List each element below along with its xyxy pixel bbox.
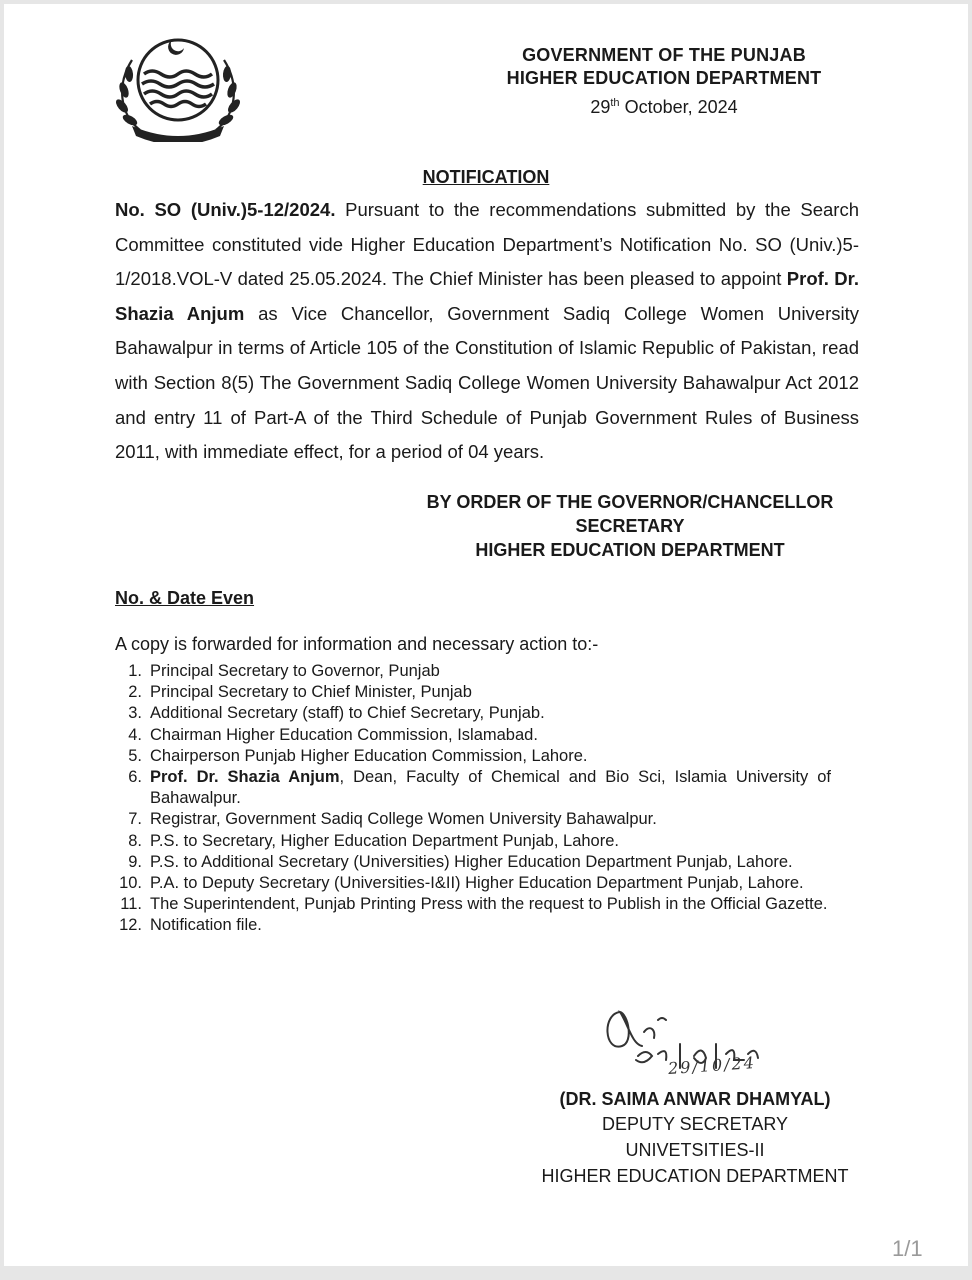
distribution-item-number: 8. xyxy=(128,831,142,850)
distribution-item-text: P.A. to Deputy Secretary (Universities-I&II) Higher Education Department Punjab, Lahore. xyxy=(150,874,804,893)
signatory-department: HIGHER EDUCATION DEPARTMENT xyxy=(541,1166,849,1186)
distribution-item-number: 4. xyxy=(128,725,142,744)
distribution-item xyxy=(93,746,831,767)
government-title: GOVERNMENT OF THE PUNJAB xyxy=(522,45,806,65)
signatory-name: (DR. SAIMA ANWAR DHAMYAL) xyxy=(559,1089,831,1109)
signature-date: 29/10/24 xyxy=(667,1052,757,1079)
distribution-item-text: Registrar, Government Sadiq College Women University Bahawalpur. xyxy=(150,810,657,829)
distribution-item xyxy=(93,809,831,830)
distribution-item-text: Principal Secretary to Governor, Punjab xyxy=(150,662,440,680)
notification-title: NOTIFICATION xyxy=(422,167,550,187)
distribution-item xyxy=(93,703,831,724)
distribution-item-text: P.S. to Additional Secretary (Universities) Higher Education Department Punjab, Lahore. xyxy=(150,852,793,871)
distribution-item xyxy=(93,894,831,915)
letter-date: 29th October, 2024 xyxy=(590,97,738,117)
order-line: BY ORDER OF THE GOVERNOR/CHANCELLOR xyxy=(426,492,834,512)
signatory-block xyxy=(520,1087,870,1189)
distribution-item xyxy=(93,725,831,746)
distribution-item-text: Chairperson Punjab Higher Education Commission, Lahore. xyxy=(150,746,588,765)
order-block xyxy=(400,490,860,562)
distribution-item xyxy=(93,661,831,682)
distribution-item-number: 5. xyxy=(128,746,142,765)
distribution-item-number: 10. xyxy=(119,874,142,893)
punjab-government-logo xyxy=(110,30,246,142)
distribution-item xyxy=(93,767,831,809)
distribution-item-number: 6. xyxy=(128,768,142,787)
document-page xyxy=(4,4,968,1266)
distribution-list xyxy=(93,661,831,937)
notification-body: No. SO (Univ.)5-12/2024. Pursuant to the recommendations submitted by the Search Committee constituted vide Higher Education Department’s Notification No. SO (Univ.)5-1/2018.VOL-V dated 25.05.2024. The Chief Minister has been pleased to appoint Prof. Dr. Shazia Anjum as Vice Chancellor, Government Sadiq College Women University Bahawalpur in terms of Article 105 of the Constitution of Islamic Republic of Pakistan, read with Section 8(5) The Government Sadiq College Women University Bahawalpur Act 2012 and entry 11 of Part-A of the Third Schedule of Punjab Government Rules of Business 2011, with immediate effect, for a period of 04 years. xyxy=(115,199,860,463)
appointee-name: Prof. Dr. Shazia Anjum xyxy=(115,268,859,324)
signatory-designation: DEPUTY SECRETARY xyxy=(601,1114,789,1134)
distribution-item xyxy=(93,852,831,873)
distribution-item-number: 9. xyxy=(128,852,142,871)
signatory-wing: UNIVETSITIES-II xyxy=(625,1140,765,1160)
distribution-item-text: , Dean, Faculty of Chemical and Bio Sci, Islamia University of Bahawalpur. xyxy=(150,768,831,808)
distribution-item xyxy=(93,873,831,894)
distribution-item xyxy=(93,831,831,852)
distribution-item xyxy=(93,915,831,936)
distribution-item-text: The Superintendent, Punjab Printing Press with the request to Publish in the Official Gazette. xyxy=(150,895,828,914)
date-even-heading: No. & Date Even xyxy=(115,588,255,608)
distribution-item-number: 11. xyxy=(120,895,142,914)
distribution-item-number: 2. xyxy=(128,683,142,702)
department-title: HIGHER EDUCATION DEPARTMENT xyxy=(506,68,822,88)
distribution-item-number: 7. xyxy=(128,810,142,829)
distribution-item-text: Chairman Higher Education Commission, Islamabad. xyxy=(150,725,538,744)
secretary-line: SECRETARY xyxy=(575,516,685,536)
distribution-item-text: P.S. to Secretary, Higher Education Department Punjab, Lahore. xyxy=(150,831,619,850)
letterhead xyxy=(454,44,874,120)
distribution-item-number: 12. xyxy=(119,916,142,935)
distribution-item-text: Principal Secretary to Chief Minister, Punjab xyxy=(150,683,472,702)
distribution-item-bold: Prof. Dr. Shazia Anjum xyxy=(150,768,340,787)
copy-intro: A copy is forwarded for information and necessary action to:- xyxy=(115,634,599,654)
notification-number: No. SO (Univ.)5-12/2024. xyxy=(115,199,336,220)
page-indicator: 1/1 xyxy=(892,1236,923,1261)
department-line: HIGHER EDUCATION DEPARTMENT xyxy=(475,540,785,560)
distribution-item-text: Notification file. xyxy=(150,916,262,935)
distribution-item-number: 3. xyxy=(128,704,142,723)
distribution-item-number: 1. xyxy=(128,662,142,680)
distribution-item xyxy=(93,682,831,703)
distribution-item-text: Additional Secretary (staff) to Chief Secretary, Punjab. xyxy=(150,704,545,723)
